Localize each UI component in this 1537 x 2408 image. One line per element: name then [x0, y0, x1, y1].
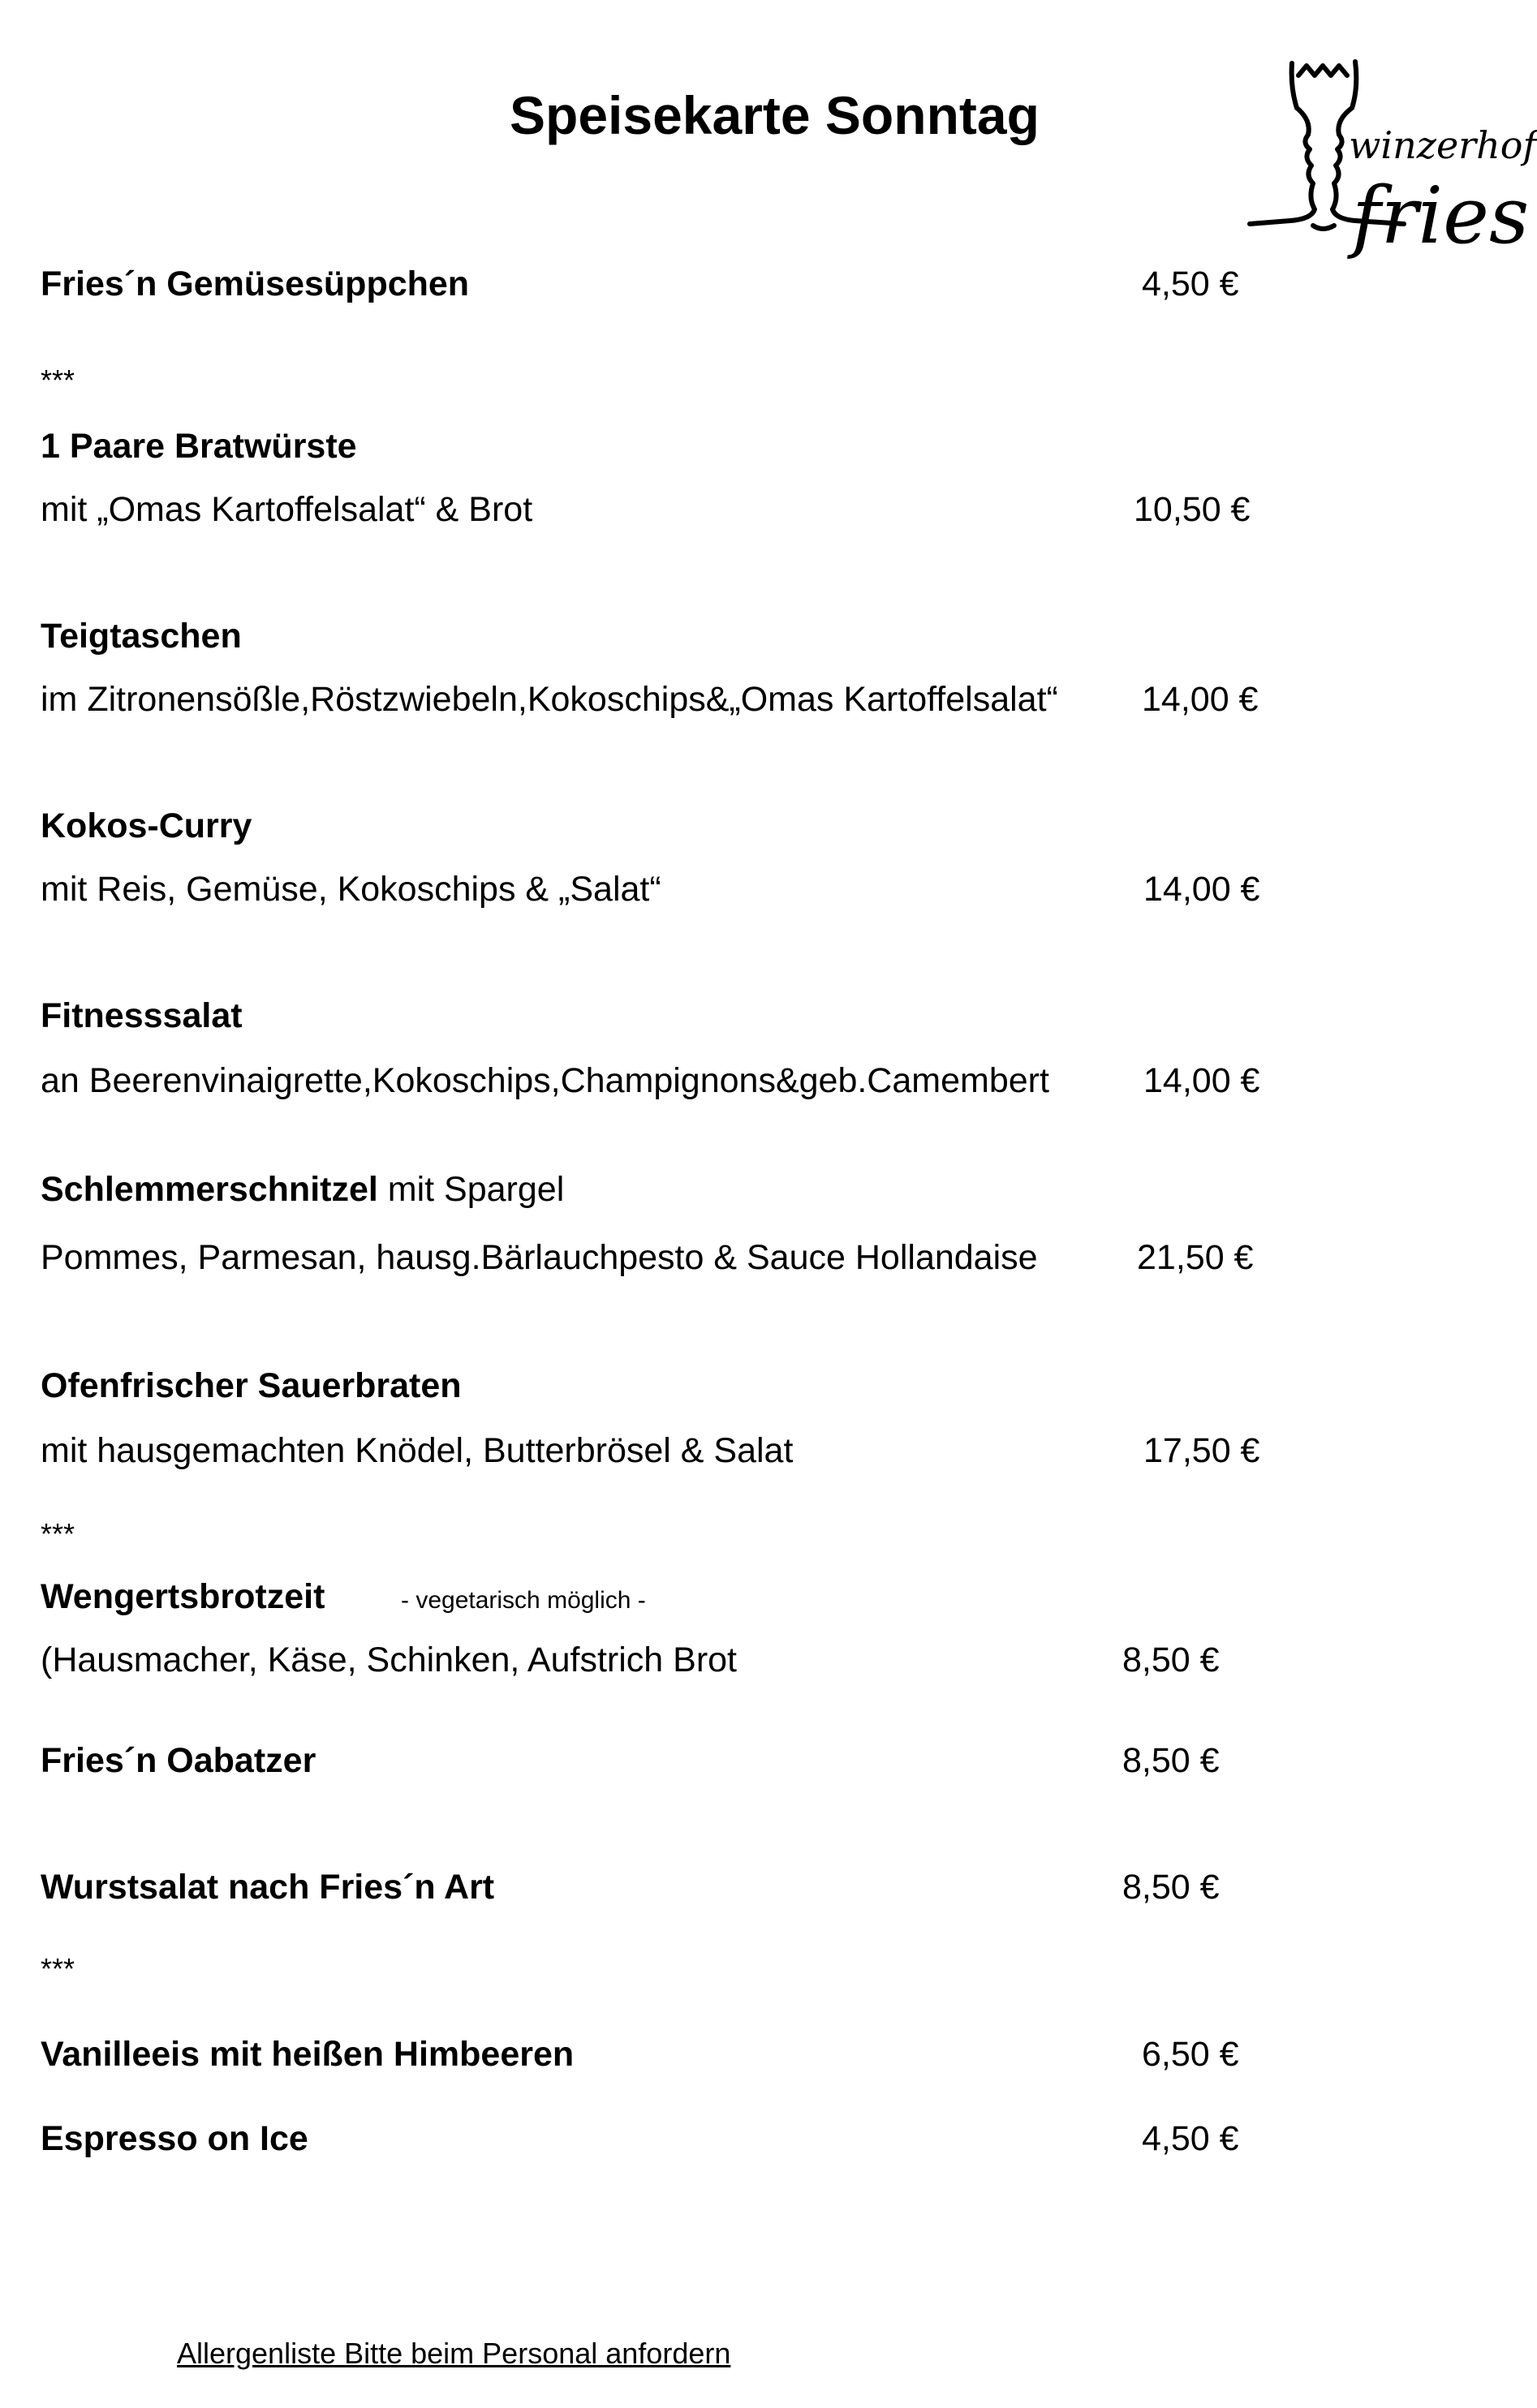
menu-item-heading: [41, 1170, 564, 1210]
menu-item-price: 14,00 €: [1143, 870, 1260, 909]
menu-item-price: 21,50 €: [1137, 1238, 1254, 1277]
menu-item-name: Fries´n Oabatzer: [41, 1741, 316, 1780]
section-separator: ***: [41, 1952, 75, 1985]
menu-item-description: mit hausgemachten Knödel, Butterbrösel & Salat: [41, 1431, 794, 1470]
menu-item-price: 8,50 €: [1122, 1868, 1220, 1907]
menu-item-name: Espresso on Ice: [41, 2119, 308, 2158]
menu-item-price: 14,00 €: [1143, 1061, 1260, 1100]
menu-item-description: im Zitronensößle,Röstzwiebeln,Kokoschips&„Omas Kartoffelsalat“: [41, 680, 1058, 719]
menu-item-name-extra: mit Spargel: [377, 1170, 565, 1209]
section-separator: ***: [41, 1517, 75, 1550]
menu-item-description: (Hausmacher, Käse, Schinken, Aufstrich Brot: [41, 1640, 738, 1679]
menu-item-note: - vegetarisch möglich -: [401, 1587, 646, 1614]
allergen-notice: Allergenliste Bitte beim Personal anfordern: [177, 2337, 731, 2370]
menu-item-description: mit „Omas Kartoffelsalat“ & Brot: [41, 490, 533, 529]
menu-item-price: 6,50 €: [1142, 2035, 1239, 2074]
menu-item-name: Teigtaschen: [41, 617, 242, 656]
logo-text-winzerhof: winzerhof: [1349, 123, 1537, 167]
menu-item-price: 8,50 €: [1122, 1640, 1220, 1679]
menu-item-price: 4,50 €: [1142, 264, 1239, 303]
menu-item-name: Kokos-Curry: [41, 806, 252, 845]
menu-item-name: Vanilleeis mit heißen Himbeeren: [41, 2035, 575, 2074]
menu-item-name: Ofenfrischer Sauerbraten: [41, 1366, 462, 1405]
menu-item-price: 10,50 €: [1134, 490, 1251, 529]
menu-item-name: Wurstsalat nach Fries´n Art: [41, 1868, 495, 1907]
menu-item-description: an Beerenvinaigrette,Kokoschips,Champignons&geb.Camembert: [41, 1061, 1049, 1100]
menu-item-description: mit Reis, Gemüse, Kokoschips & „Salat“: [41, 870, 661, 909]
menu-item-name: Wengertsbrotzeit: [41, 1577, 325, 1616]
logo-text-fries: fries: [1352, 170, 1530, 261]
menu-item-name: 1 Paare Bratwürste: [41, 427, 357, 466]
menu-item-name: Fitnesssalat: [41, 996, 243, 1035]
section-separator: ***: [41, 363, 75, 397]
menu-item-price: 4,50 €: [1142, 2119, 1239, 2158]
page-title: Speisekarte Sonntag: [510, 85, 1040, 145]
menu-item-name: Fries´n Gemüsesüppchen: [41, 264, 470, 303]
menu-item-description: Pommes, Parmesan, hausg.Bärlauchpesto & Sauce Hollandaise: [41, 1238, 1038, 1277]
menu-item-price: 17,50 €: [1143, 1431, 1260, 1470]
menu-item-price: 8,50 €: [1122, 1741, 1220, 1780]
menu-item-price: 14,00 €: [1142, 680, 1259, 719]
menu-item-name: Schlemmerschnitzel: [41, 1170, 378, 1209]
